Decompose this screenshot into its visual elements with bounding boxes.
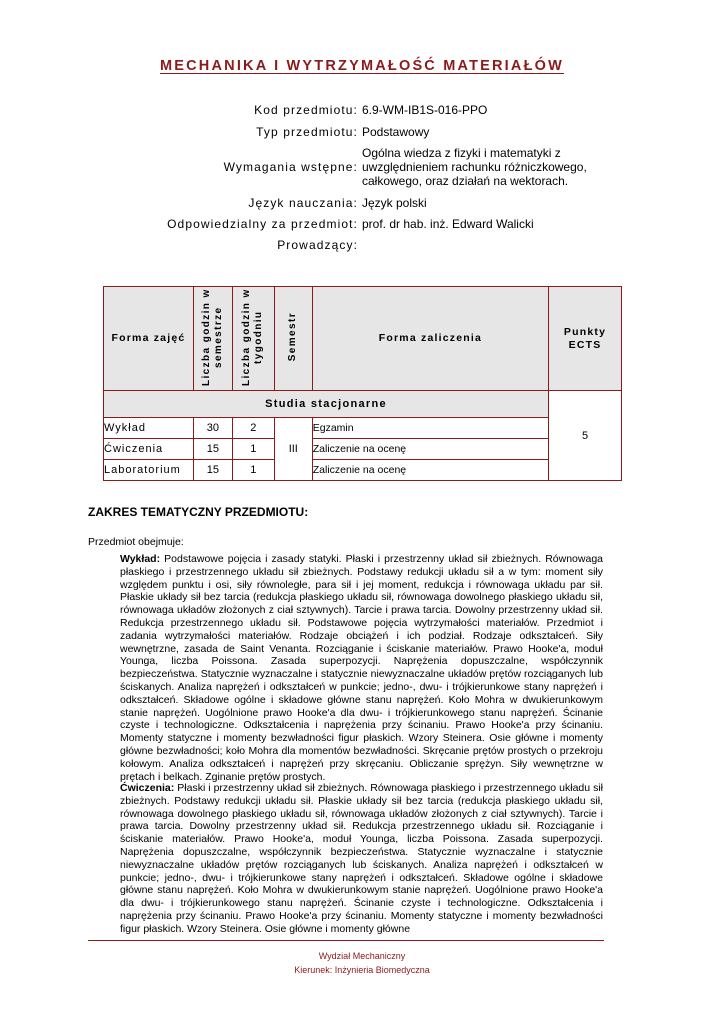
section-heading: ZAKRES TEMATYCZNY PRZEDMIOTU: — [88, 505, 309, 519]
meta-resp-label: Odpowiedzialny za przedmiot: — [167, 217, 358, 231]
header-hours-semester: Liczba godzin w semestrze — [193, 287, 232, 391]
row-forma: Ćwiczenia — [104, 439, 194, 460]
lecture-paragraph — [120, 553, 603, 783]
intro-text: Przedmiot obejmuje: — [88, 536, 184, 548]
meta-lang-label: Język nauczania: — [248, 196, 358, 210]
meta-lead-label: Prowadzący: — [277, 238, 358, 252]
meta-req-value: Ogólna wiedza z fizyki i matematyki z uwzględnieniem rachunku różniczkowego, całkowego, oraz działań na wektorach. — [362, 146, 587, 188]
meta-lang-value: Język polski — [362, 196, 427, 210]
course-table — [103, 286, 622, 481]
table-row — [104, 439, 622, 460]
meta-type-value: Podstawowy — [362, 125, 430, 139]
exercises-text: Płaski i przestrzenny układ sił zbieżnych. Równowaga płaskiego i przestrzennego układu sił zbieżnych. Podstawy redukcji układu sił. Płaskie układy sił bez tarcia (redukcja płaskiego układu sił, równowaga dowolnego płaskiego układu sił, równowaga układów złożonych z ciał sztywnych). Tarcie i prawa tarcia. Dowolny przestrzenny układ sił. Redukcja przestrzennego układu sił. Rozciąganie i ściskanie materiałów. Prawo Hooke'a, moduł Younga, liczba Poissona. Zasada superpozycji. Naprężenia dopuszczalne, współczynnik bezpieczeństwa. Statycznie wyznaczalne i statycznie niewyznaczalne układów prętów rozciąganych lub ściskanych. Analiza naprężeń i odkształceń w punkcie; jedno-, dwu- i trójkierunkowe stany naprężeń i odkształceń. Składowe ogólne i składowe główne stanu naprężeń. Koło Mohra w dwukierunkowym stanie naprężeń. Uogólnione prawo Hooke'a dla dwu- i trójkierunkowego stanu naprężeń. Ścinanie czyste i technologiczne. Odkształcenia i naprężenia przy ścinaniu. Prawo Hooke'a przy ścinaniu. Momenty statyczne i momenty bezwładności figur płaskich. Wzory Steinera. Osie główne i momenty główne — [120, 782, 603, 935]
row-hours-semester: 30 — [193, 418, 232, 439]
row-zaliczenie: Zaliczenie na ocenę — [312, 439, 548, 460]
section-row — [104, 391, 622, 418]
row-zaliczenie: Egzamin — [312, 418, 548, 439]
exercises-paragraph — [120, 782, 603, 936]
footer-divider — [88, 940, 604, 941]
document-title: MECHANIKA I WYTRZYMAŁOŚĆ MATERIAŁÓW — [159, 58, 565, 74]
header-zaliczenie: Forma zaliczenia — [312, 287, 548, 391]
footer-field: Kierunek: Inżynieria Biomedyczna — [294, 965, 430, 975]
table-row — [104, 418, 622, 439]
header-ects: Punkty ECTS — [549, 287, 622, 391]
row-zaliczenie: Zaliczenie na ocenę — [312, 460, 548, 481]
row-forma: Laboratorium — [104, 460, 194, 481]
meta-req-label: Wymagania wstępne: — [223, 160, 358, 174]
section-label: Studia stacjonarne — [104, 391, 549, 418]
meta-code-label: Kod przedmiotu: — [254, 103, 358, 117]
meta-code-value: 6.9-WM-IB1S-016-PPO — [362, 103, 488, 117]
exercises-label: Ćwiczenia: — [120, 782, 175, 794]
row-hours-week: 1 — [232, 439, 274, 460]
row-hours-week: 2 — [232, 418, 274, 439]
ects-value: 5 — [549, 391, 622, 481]
meta-resp-value: prof. dr hab. inż. Edward Walicki — [362, 217, 534, 231]
table-row — [104, 460, 622, 481]
header-forma: Forma zajęć — [104, 287, 194, 391]
lecture-text: Podstawowe pojęcia i zasady statyki. Płaski i przestrzenny układ sił zbieżnych. Równowaga płaskiego i przestrzennego układu sił zbieżnych. Podstawy redukcji układu sił a w tym: moment siły względem punktu i osi, siły równoległe, para sił i jej moment, redukcja i równowaga układu par sił. Płaskie układy sił bez tarcia (redukcja płaskiego układu sił, równowaga dowolnego płaskiego układu sił, równowaga układów złożonych z ciał sztywnych). Tarcie i prawa tarcia. Dowolny przestrzenny układ sił. Redukcja przestrzennego układu sił. Podstawowe pojęcia wytrzymałości materiałów. Przedmiot i zadania wytrzymałości materiałów. Rodzaje obciążeń i ich podział. Rodzaje odkształceń. Siły wewnętrzne, zasada de Saint Venanta. Rozciąganie i ściskanie materiałów. Prawo Hooke'a, moduł Younga, liczba Poissona. Zasada superpozycji. Naprężenia dopuszczalne, współczynnik bezpieczeństwa. Statycznie wyznaczalne i statycznie niewyznaczalne układów prętów rozciąganych lub ściskanych. Analiza naprężeń i odkształceń w punkcie; jedno-, dwu- i trójkierunkowe stany naprężeń i odkształceń. Składowe ogólne i składowe główne stanu naprężeń. Koło Mohra w dwukierunkowym stanie naprężeń. Uogólnione prawo Hooke'a dla dwu- i trójkierunkowego stanu naprężeń. Ścinanie czyste i technologiczne. Odkształcenia i naprężenia przy ścinaniu. Prawo Hooke'a przy ścinaniu. Momenty statyczne i momenty bezwładności figur płaskich. Wzory Steinera. Osie główne i momenty główne bezwładności; koło Mohra dla momentów bezwładności. Skręcanie prętów prostych o przekroju kołowym. Analiza odkształceń i naprężeń przy skręcaniu. Obliczanie sprężyn. Siły wewnętrzne w prętach i belkach. Zginanie prętów prostych. — [120, 553, 603, 783]
row-forma: Wykład — [104, 418, 194, 439]
row-hours-semester: 15 — [193, 460, 232, 481]
semester-value: III — [274, 418, 312, 481]
header-hours-week: Liczba godzin w tygodniu — [232, 287, 274, 391]
row-hours-semester: 15 — [193, 439, 232, 460]
meta-type-label: Typ przedmiotu: — [256, 125, 358, 139]
row-hours-week: 1 — [232, 460, 274, 481]
header-semester: Semestr — [274, 287, 312, 391]
lecture-label: Wykład: — [120, 553, 161, 565]
table-header-row — [104, 287, 622, 391]
footer-faculty: Wydział Mechaniczny — [318, 951, 406, 961]
